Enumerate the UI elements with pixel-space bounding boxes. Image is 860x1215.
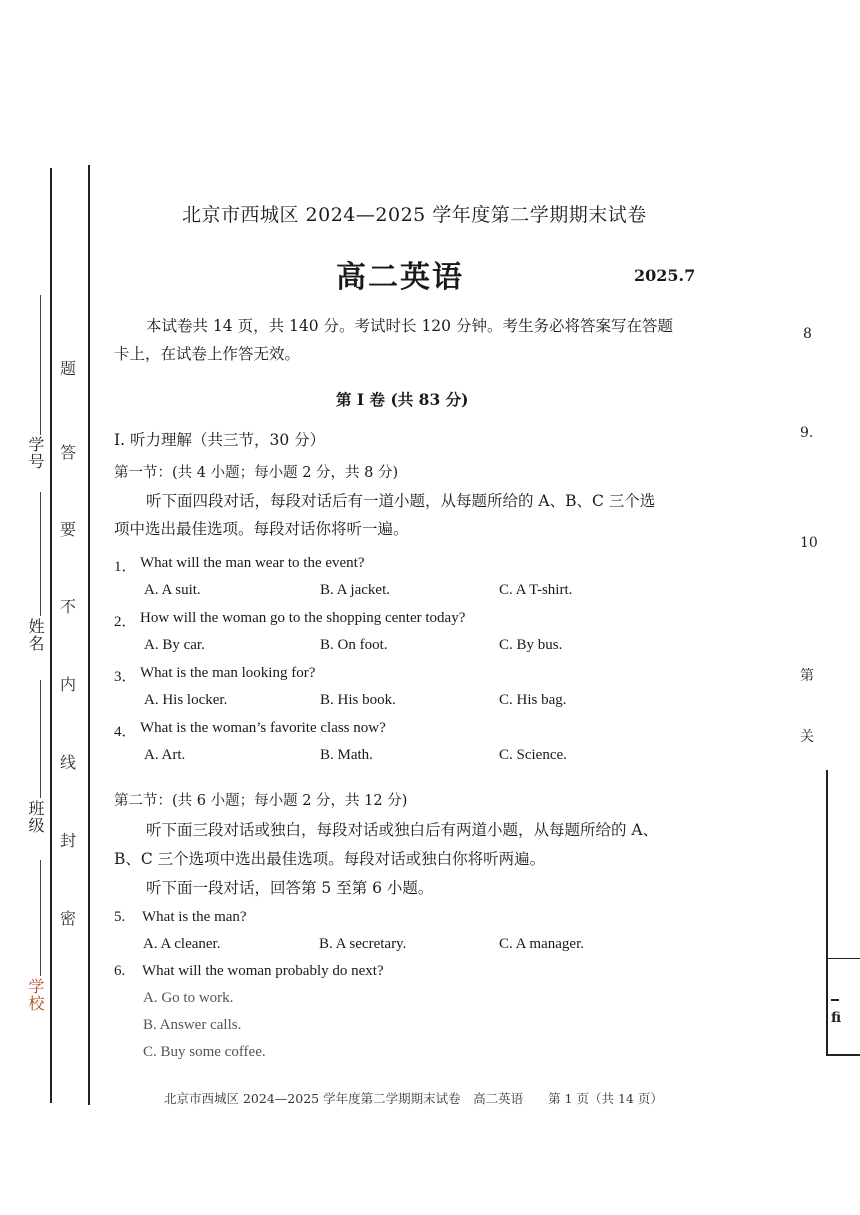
section2-desc-2: B、C 三个选项中选出最佳选项。每段对话或独白你将听两遍。 [114,850,546,868]
question-text: What will the woman probably do next? [142,963,384,979]
adjacent-page-text: 关 [800,729,814,745]
section1-desc-1: 听下面四段对话，每段对话后有一道小题，从每题所给的 A、B、C 三个选 [146,492,656,510]
question-text: What is the woman’s favorite class now? [140,720,386,736]
field-class-line [40,680,41,798]
exam-date: 2025.7 [634,266,696,285]
adjacent-page-border [826,770,828,1055]
option-c: C. By bus. [499,637,563,653]
field-school-line [40,860,41,976]
option-c: C. His bag. [499,692,567,708]
option-c: C. Buy some coffee. [143,1044,266,1060]
seal-char: 密 [60,909,77,928]
question-text: How will the woman go to the shopping center today? [140,610,466,626]
section2-title: 第二节：(共 6 小题；每小题 2 分，共 12 分) [114,793,408,809]
instructions-line-1: 本试卷共 14 页，共 140 分。考试时长 120 分钟。考生务必将答案写在答题 [146,317,673,335]
question-text: What is the man looking for? [140,665,316,681]
volume-title: 第 I 卷 (共 83 分) [336,390,469,409]
question-text: What is the man? [142,909,247,925]
section1-desc-2: 项中选出最佳选项。每段对话你将听一遍。 [114,520,409,538]
margin-line-right [88,165,90,1105]
option-b: B. On foot. [320,637,388,653]
question-number: 4． [114,724,137,740]
option-b: B. Answer calls. [143,1017,242,1033]
option-a: A. Art. [144,747,186,763]
section2-desc-1: 听下面三段对话或独白，每段对话或独白后有两道小题，从每题所给的 A、 [146,821,659,839]
option-b: B. A jacket. [320,582,390,598]
question-text: What will the man wear to the event? [140,555,365,571]
field-class-label: 班级 [26,800,45,834]
option-c: C. Science. [499,747,567,763]
adjacent-page-text: 10 [800,535,818,551]
field-school-label: 学校 [26,978,45,1012]
adjacent-page-text: 8 [803,326,812,342]
seal-char: 答 [60,443,77,462]
margin-line-left [50,168,52,1103]
adjacent-page-text: 第 [800,668,814,684]
instructions-line-2: 卡上，在试卷上作答无效。 [114,345,301,363]
option-b: B. Math. [320,747,373,763]
seal-char: 不 [60,597,77,616]
field-name-label: 姓名 [26,618,45,652]
seal-char: 题 [60,359,77,378]
part1-title: I. 听力理解（共三节，30 分） [114,431,326,449]
option-b: B. A secretary. [319,936,407,952]
question-number: 5. [114,909,126,925]
adjacent-page-text: fi [831,1010,842,1026]
seal-char: 要 [60,520,77,539]
seal-char: 线 [60,753,77,772]
field-student-id-line [40,295,41,435]
page-footer: 北京市西城区 2024—2025 学年度第二学期期末试卷 高二英语 第 1 页（共 14 页） [164,1091,663,1106]
field-student-id-label: 学号 [26,436,45,470]
question-number: 3． [114,669,137,685]
option-c: C. A T-shirt. [499,582,573,598]
option-c: C. A manager. [499,936,584,952]
section2-desc-3: 听下面一段对话，回答第 5 至第 6 小题。 [146,879,434,897]
option-a: A. By car. [144,637,205,653]
adjacent-page-border [826,1054,860,1056]
option-a: A. A cleaner. [143,936,221,952]
field-name-line [40,492,41,616]
exam-subtitle: 北京市西城区 2024—2025 学年度第二学期期末试卷 [182,204,647,226]
adjacent-page-text: 9. [800,425,814,441]
question-number: 6. [114,963,126,979]
adjacent-page-border [831,999,839,1001]
option-a: A. Go to work. [143,990,234,1006]
option-b: B. His book. [320,692,396,708]
question-number: 2． [114,614,137,630]
question-number: 1． [114,559,137,575]
seal-char: 内 [60,675,77,694]
adjacent-page-border [826,958,860,959]
exam-title: 高二英语 [336,260,464,295]
section1-title: 第一节：(共 4 小题；每小题 2 分，共 8 分) [114,465,399,481]
seal-char: 封 [60,831,77,850]
option-a: A. A suit. [144,582,201,598]
option-a: A. His locker. [144,692,228,708]
